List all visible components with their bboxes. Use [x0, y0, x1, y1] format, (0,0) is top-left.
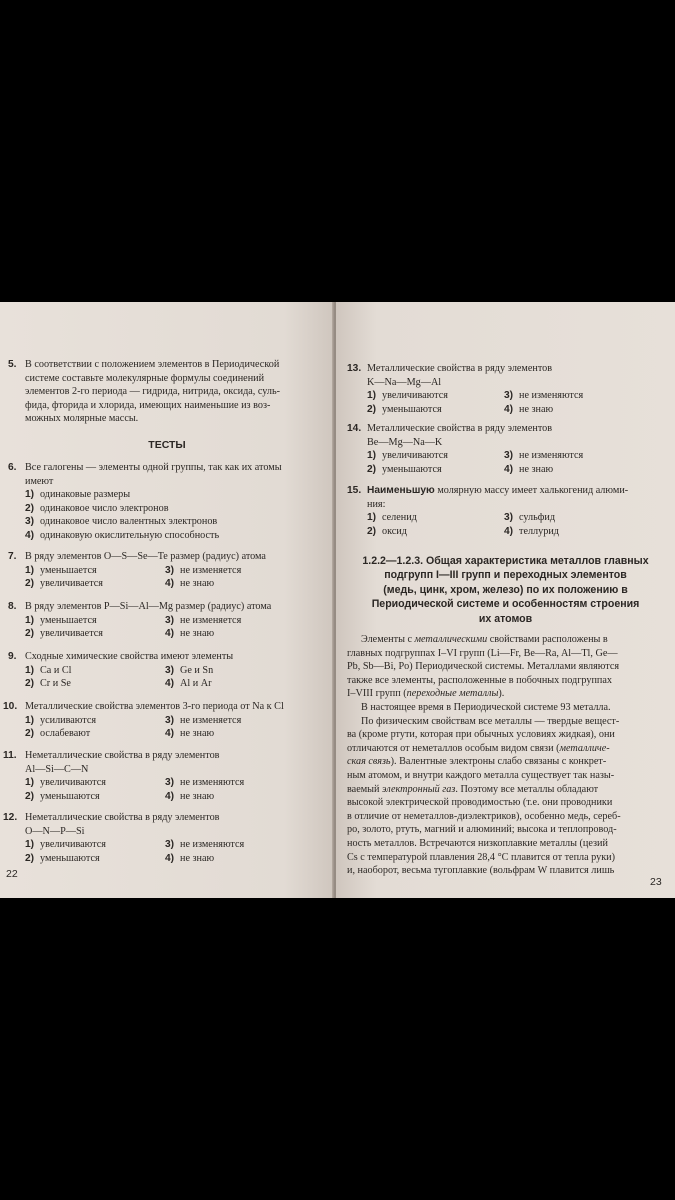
option-1[interactable]: 1) уменьшается	[25, 614, 97, 626]
question-5: 5. В соответствии с положением элементов в Периодической системе составьте молекулярные формулы соединений элементов 2-го периода — гидрида, нитрида, оксида, суль- фида, фторида и хлорида, имеющих наименьшие из воз- можных молярные массы.	[8, 359, 281, 425]
option-3[interactable]: 3) одинаковое число валентных электронов	[25, 516, 218, 528]
page-number-left: 22	[6, 868, 18, 880]
option-1[interactable]: 1) одинаковые размеры	[25, 489, 131, 501]
option-1[interactable]: 1) увеличиваются	[25, 777, 106, 789]
option-3[interactable]: 3) не изменяются	[504, 450, 584, 462]
option-3[interactable]: 3) не изменяются	[504, 390, 584, 402]
option-1[interactable]: 1) Ca и Cl	[25, 664, 72, 676]
option-1[interactable]: 1) усиливаются	[25, 714, 97, 726]
option-1[interactable]: 1) селенид	[367, 512, 417, 524]
option-3[interactable]: 3) не изменяется	[165, 714, 242, 726]
page-number-right: 23	[650, 876, 662, 888]
option-3[interactable]: 3) не изменяется	[165, 564, 242, 576]
book-spread	[0, 302, 675, 898]
q5-line: элементов 2-го периода — гидрида, нитрида, оксида, суль-	[25, 386, 281, 398]
q5-line: системе составьте молекулярные формулы соединений	[25, 372, 265, 384]
option-3[interactable]: 3) не изменяется	[165, 614, 242, 626]
question-7: 7. В ряду элементов O—S—Se—Te размер (радиус) атома 1) уменьшается 3) не изменяется 2) увеличивается 4) не знаю	[8, 551, 266, 590]
element-series: K—Na—Mg—Al	[367, 376, 442, 388]
option-2[interactable]: 2) Cr и Se	[25, 678, 71, 690]
option-1[interactable]: 1) уменьшается	[25, 564, 97, 576]
option-2[interactable]: 2) уменьшаются	[367, 403, 442, 415]
option-2[interactable]: 2) ослабевают	[25, 728, 91, 740]
question-6: 6. Все галогены — элементы одной группы, так как их атомы имеют 1) одинаковые размеры 2) одинаковое число электронов 3) одинаковое число валентных электронов 4) одинаковую окислительную способность	[8, 462, 282, 541]
question-10: 10. Металлические свойства элементов 3-го периода от Na к Cl 1) усиливаются 3) не изменяется 2) ослабевают 4) не знаю	[3, 701, 284, 740]
question-11: 11. Неметаллические свойства в ряду элементов Al—Si—C—N 1) увеличиваются 3) не изменяются 2) уменьшаются 4) не знаю	[3, 750, 245, 802]
option-4[interactable]: 4) не знаю	[165, 628, 215, 640]
option-3[interactable]: 3) не изменяются	[165, 777, 245, 789]
option-2[interactable]: 2) уменьшаются	[367, 463, 442, 475]
tests-heading: ТЕСТЫ	[148, 439, 186, 451]
option-4[interactable]: 4) не знаю	[504, 403, 554, 415]
option-3[interactable]: 3) сульфид	[504, 512, 555, 524]
option-3[interactable]: 3) Ge и Sn	[165, 664, 214, 676]
option-4[interactable]: 4) не знаю	[165, 728, 215, 740]
question-14: 14. Металлические свойства в ряду элементов Be—Mg—Na—K 1) увеличиваются 3) не изменяются 2) уменьшаются 4) не знаю	[347, 423, 584, 475]
element-series: O—N—P—Si	[25, 825, 85, 837]
option-2[interactable]: 2) увеличивается	[25, 628, 103, 640]
option-2[interactable]: 2) уменьшаются	[25, 790, 100, 802]
question-12: 12. Неметаллические свойства в ряду элементов O—N—P—Si 1) увеличиваются 3) не изменяются 2) уменьшаются 4) не знаю	[3, 812, 245, 864]
body-text: Элементы с металлическими свойствами расположены в главных подгруппах I–VI групп (Li—Fr, Be—Ra, Al—Tl, Ge— Pb, Sb—Bi, Po) Периодической системы. Металлами являются также все элементы, расположенные в побочных подгруппах I–VIII групп (переходные металлы). В настоящее время в Периодической системе 93 металла. По физическим свойствам все металлы — твердые вещест- ва (кроме ртути, которая при обычных условиях жидкая), они отличаются от неметаллов особым видом связи (металличе- ская связь). Валентные электроны слабо связаны с конкрет- ным атомом, и внутри каждого металла существует так назы- ваемый электронный газ. Поэтому все металлы обладают высокой электрической проводимостью (т.е. они проводники в отличие от неметаллов-диэлектриков), особенно медь, сереб- ро, золото, ртуть, магний и алюминий; высока и теплопровод- ность металлов. Встречаются низкоплавкие металлы (цезий Cs с температурой плавления 28,4 °С плавится от тепла руки) и, наоборот, весьма тугоплавкие (вольфрам W плавится лишь	[347, 634, 621, 877]
option-4[interactable]: 4) Al и Ar	[165, 678, 212, 690]
option-4[interactable]: 4) теллурид	[504, 525, 559, 537]
option-4[interactable]: 4) не знаю	[504, 463, 554, 475]
option-2[interactable]: 2) уменьшаются	[25, 852, 100, 864]
question-13: 13. Металлические свойства в ряду элементов K—Na—Mg—Al 1) увеличиваются 3) не изменяются 2) уменьшаются 4) не знаю	[347, 363, 584, 415]
question-9: 9. Сходные химические свойства имеют элементы 1) Ca и Cl 3) Ge и Sn 2) Cr и Se 4) Al и Ar	[8, 651, 234, 690]
option-1[interactable]: 1) увеличиваются	[367, 450, 448, 462]
q5-line: можных молярные массы.	[25, 413, 139, 425]
option-4[interactable]: 4) не знаю	[165, 852, 215, 864]
option-4[interactable]: 4) не знаю	[165, 790, 215, 802]
option-4[interactable]: 4) не знаю	[165, 578, 215, 590]
q5-line: В соответствии с положением элементов в Периодической	[25, 359, 280, 370]
element-series: Be—Mg—Na—K	[367, 436, 443, 448]
option-2[interactable]: 2) увеличивается	[25, 578, 103, 590]
option-2[interactable]: 2) оксид	[367, 525, 407, 537]
left-page	[0, 302, 334, 898]
option-1[interactable]: 1) увеличиваются	[25, 839, 106, 851]
question-15: 15. Наименьшую молярную массу имеет халькогенид алюми- ния: 1) селенид 3) сульфид 2) оксид 4) теллурид	[347, 485, 629, 537]
option-3[interactable]: 3) не изменяются	[165, 839, 245, 851]
element-series: Al—Si—C—N	[25, 763, 89, 775]
right-page	[336, 302, 675, 898]
question-8: 8. В ряду элементов P—Si—Al—Mg размер (радиус) атома 1) уменьшается 3) не изменяется 2) увеличивается 4) не знаю	[8, 601, 272, 640]
section-title: 1.2.2—1.2.3. Общая характеристика металлов главных подгрупп I—III групп и переходных элементов (медь, цинк, хром, железо) по их положению в Периодической системе и особенностям строения их атомов	[362, 555, 649, 625]
option-1[interactable]: 1) увеличиваются	[367, 390, 448, 402]
option-2[interactable]: 2) одинаковое число электронов	[25, 502, 169, 514]
q5-line: фида, фторида и хлорида, имеющих наименьшие из воз-	[25, 399, 271, 411]
option-4[interactable]: 4) одинаковую окислительную способность	[25, 529, 220, 541]
